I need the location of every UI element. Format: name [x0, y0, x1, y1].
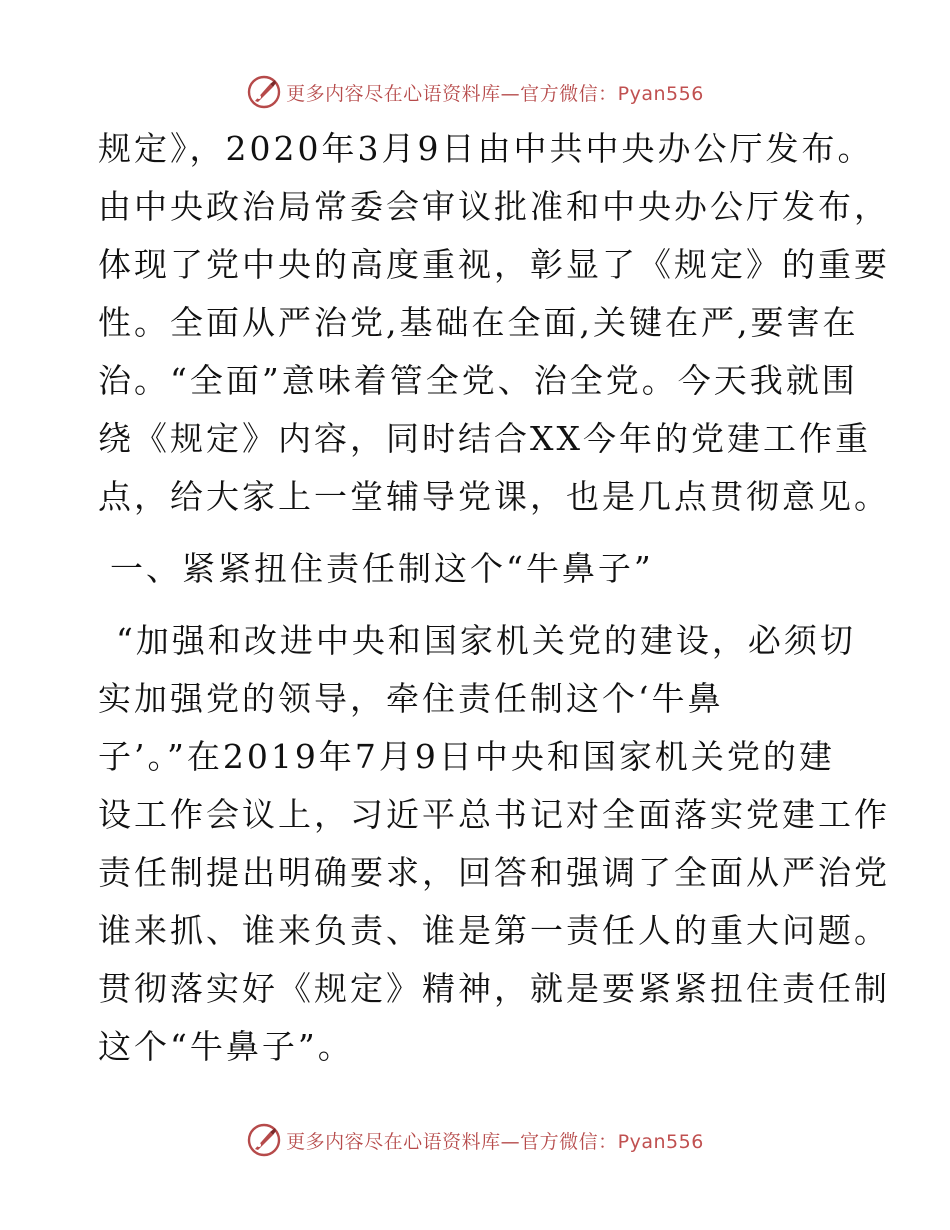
section-heading: 一、紧紧扭住责任制这个“牛鼻子”	[110, 549, 654, 588]
text-line: 体现了党中央的高度重视，彰显了《规定》的重要	[98, 245, 890, 284]
text-line: 点，给大家上一堂辅导党课，也是几点贯彻意见。	[98, 477, 890, 516]
paragraph-responsibility	[98, 612, 890, 1076]
text-line: 治。“全面”意味着管全党、治全党。今天我就围	[98, 361, 858, 400]
text-line: 贯彻落实好《规定》精神，就是要紧紧扭住责任制	[98, 969, 890, 1008]
watermark-footer	[0, 1120, 950, 1160]
text-line: 绕《规定》内容，同时结合XX今年的党建工作重	[98, 419, 871, 458]
text-line: 由中央政治局常委会审议批准和中央办公厅发布，	[98, 187, 890, 226]
text-line: 性。全面从严治党,基础在全面,关键在严,要害在	[98, 303, 859, 342]
text-line: 子’。”在2019年7月9日中央和国家机关党的建	[98, 737, 835, 776]
document-body	[98, 120, 890, 1076]
quill-pen-circle-icon	[246, 74, 282, 110]
paragraph-intro	[98, 120, 890, 526]
watermark-text: 更多内容尽在心语资料库—官方微信：Pyan556	[286, 1130, 704, 1153]
text-line: 谁来抓、谁来负责、谁是第一责任人的重大问题。	[98, 911, 890, 950]
quill-pen-circle-icon	[246, 1122, 282, 1158]
watermark-header	[0, 72, 950, 112]
text-line: 责任制提出明确要求，回答和强调了全面从严治党	[98, 853, 890, 892]
watermark-text: 更多内容尽在心语资料库—官方微信：Pyan556	[286, 82, 704, 105]
text-line: 设工作会议上，习近平总书记对全面落实党建工作	[98, 795, 890, 834]
text-line: “加强和改进中央和国家机关党的建设，必须切	[116, 621, 856, 660]
text-line: 实加强党的领导，牵住责任制这个‘牛鼻	[98, 679, 724, 718]
text-line: 这个“牛鼻子”。	[98, 1027, 354, 1066]
text-line: 规定》，2020年3月9日由中共中央办公厅发布。	[98, 129, 874, 168]
